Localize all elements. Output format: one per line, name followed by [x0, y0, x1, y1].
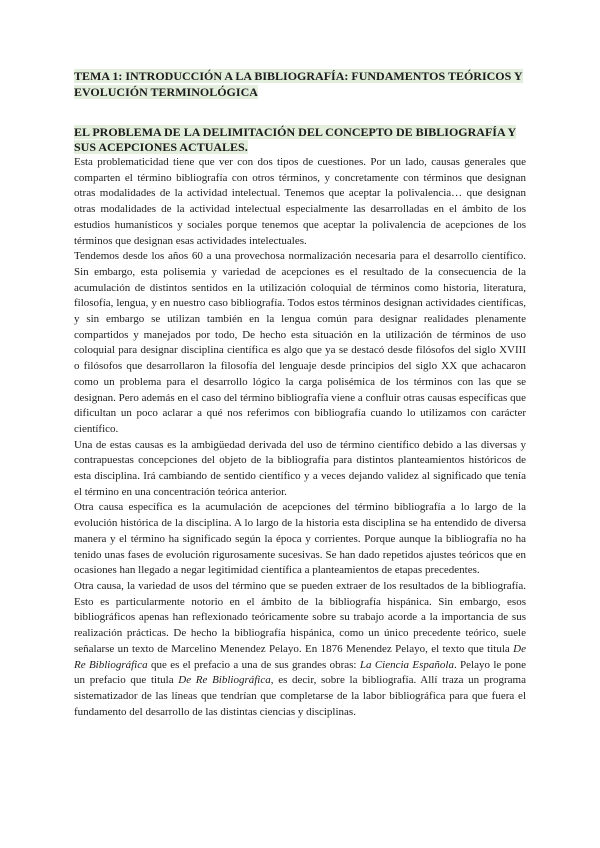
- paragraph-5-text-3: . Pelayo le pone un prefacio que titula: [74, 658, 527, 687]
- paragraph-5-text-1: Otra causa, la variedad de usos del término que se pueden extraer de los resultados de la bibliografía. Esto es particularmente notorio en el ámbito de la bibliografía hispánica. Sin embargo, esos bibliográficos apenas han reflexionado teóricamente sobre su trabajo acorde a la importancia de sus realización prácticas. De hecho la bibliografía hispánica, como un único precedente teórico, suele señalarse un texto de Marcelino Menendez Pelayo. En 1876 Menendez Pelayo, el texto que titula: [74, 579, 526, 655]
- paragraph-1: Esta problematicidad tiene que ver con dos tipos de cuestiones. Por un lado, causas generales que comparten el término bibliografía con otros términos, y concretamente con términos que designan otras modalidades de la actividad intelectual. Tenemos que aceptar la polivalencia… que designan otras modalidades de la actividad intelectual especialmente las desarrolladas en el ámbito de los estudios humanísticos y sociales porque tenemos que aceptar la polivalencia de acepciones de los términos que designan esas actividades intelectuales.: [74, 156, 526, 247]
- book-title-de-re-bibliografica-2: De Re Bibliográfica: [178, 674, 271, 687]
- book-title-la-ciencia-espanola: La Ciencia Española: [359, 658, 454, 671]
- page-title-text: TEMA 1: INTRODUCCIÓN A LA BIBLIOGRAFÍA: FUNDAMENTOS TEÓRICOS Y EVOLUCIÓN TERMINOLÓGICA: [74, 69, 523, 99]
- paragraph-5: [74, 579, 526, 720]
- paragraph-3: Una de estas causas es la ambigüedad derivada del uso de término científico debido a las diversas y contrapuestas concepciones del objeto de la bibliografía para distintos planteamientos históricos de esta disciplina. Irá cambiando de sentido científico y a veces dejando validez al significado que tenía el término en una concentración teórica anterior.: [74, 438, 526, 498]
- section-heading-text: EL PROBLEMA DE LA DELIMITACIÓN DEL CONCEPTO DE BIBLIOGRAFÍA Y SUS ACEPCIONES ACTUALES.: [74, 125, 517, 154]
- paragraph-2: Tendemos desde los años 60 a una provechosa normalización necesaria para el desarrollo científico. Sin embargo, esta polisemia y variedad de acepciones es el resultado de la consecuencia de la acumulación de distintos sentidos en la utilización coloquial de términos como historia, literatura, filosofía, lengua, y en nuestro caso bibliografía. Todos estos términos designan actividades científicas, y sin embargo se utilizan también en la lengua común para designar realidades plenamente compartidos y manejados por todo, De hecho esta situación en la utilización de términos de uso coloquial para designar disciplina científica es algo que ya se destacó desde filósofos del siglo XVIII o filósofos que desarrollaron la filosofía del lenguaje desde principios del siglo XX que achacaron como un problema para el desarrollo lógico la carga polisémica de los términos con las que se designan. Pero además en el caso del término bibliografía viene a confluir otras causas específicas que dificultan un poco aclarar a qué nos referimos con bibliografía cuando lo utilizamos con carácter científico.: [74, 250, 526, 435]
- section-heading: [74, 125, 526, 155]
- paragraph-4: Otra causa específica es la acumulación de acepciones del término bibliografía a lo largo de la evolución histórica de la disciplina. A lo largo de la historia esta disciplina se ha entendido de diversa manera y el término ha significado según la época y corrientes. Porque aunque la bibliografía no ha tenido unas fases de evolución rigurosamente sucesivas. Se han dado repetidos ajustes teóricos que en ocasiones han llegado a negar legitimidad científica a planteamientos de etapas precedentes.: [74, 501, 526, 577]
- book-title-de-re-bibliografica: De Re Bibliográfica: [74, 642, 526, 671]
- document-body: [74, 68, 526, 720]
- page-title: [74, 68, 526, 100]
- paragraph-5-text-2: que es el prefacio a una de sus grandes obras:: [147, 658, 360, 671]
- paragraph-5-text-4: , es decir, sobre la bibliografía. Allí traza un programa sistematizador de las líneas que tendrían que completarse de la labor bibliográfica para que fuera el fundamento del desarrollo de las distintas ciencias y disciplinas.: [74, 674, 526, 718]
